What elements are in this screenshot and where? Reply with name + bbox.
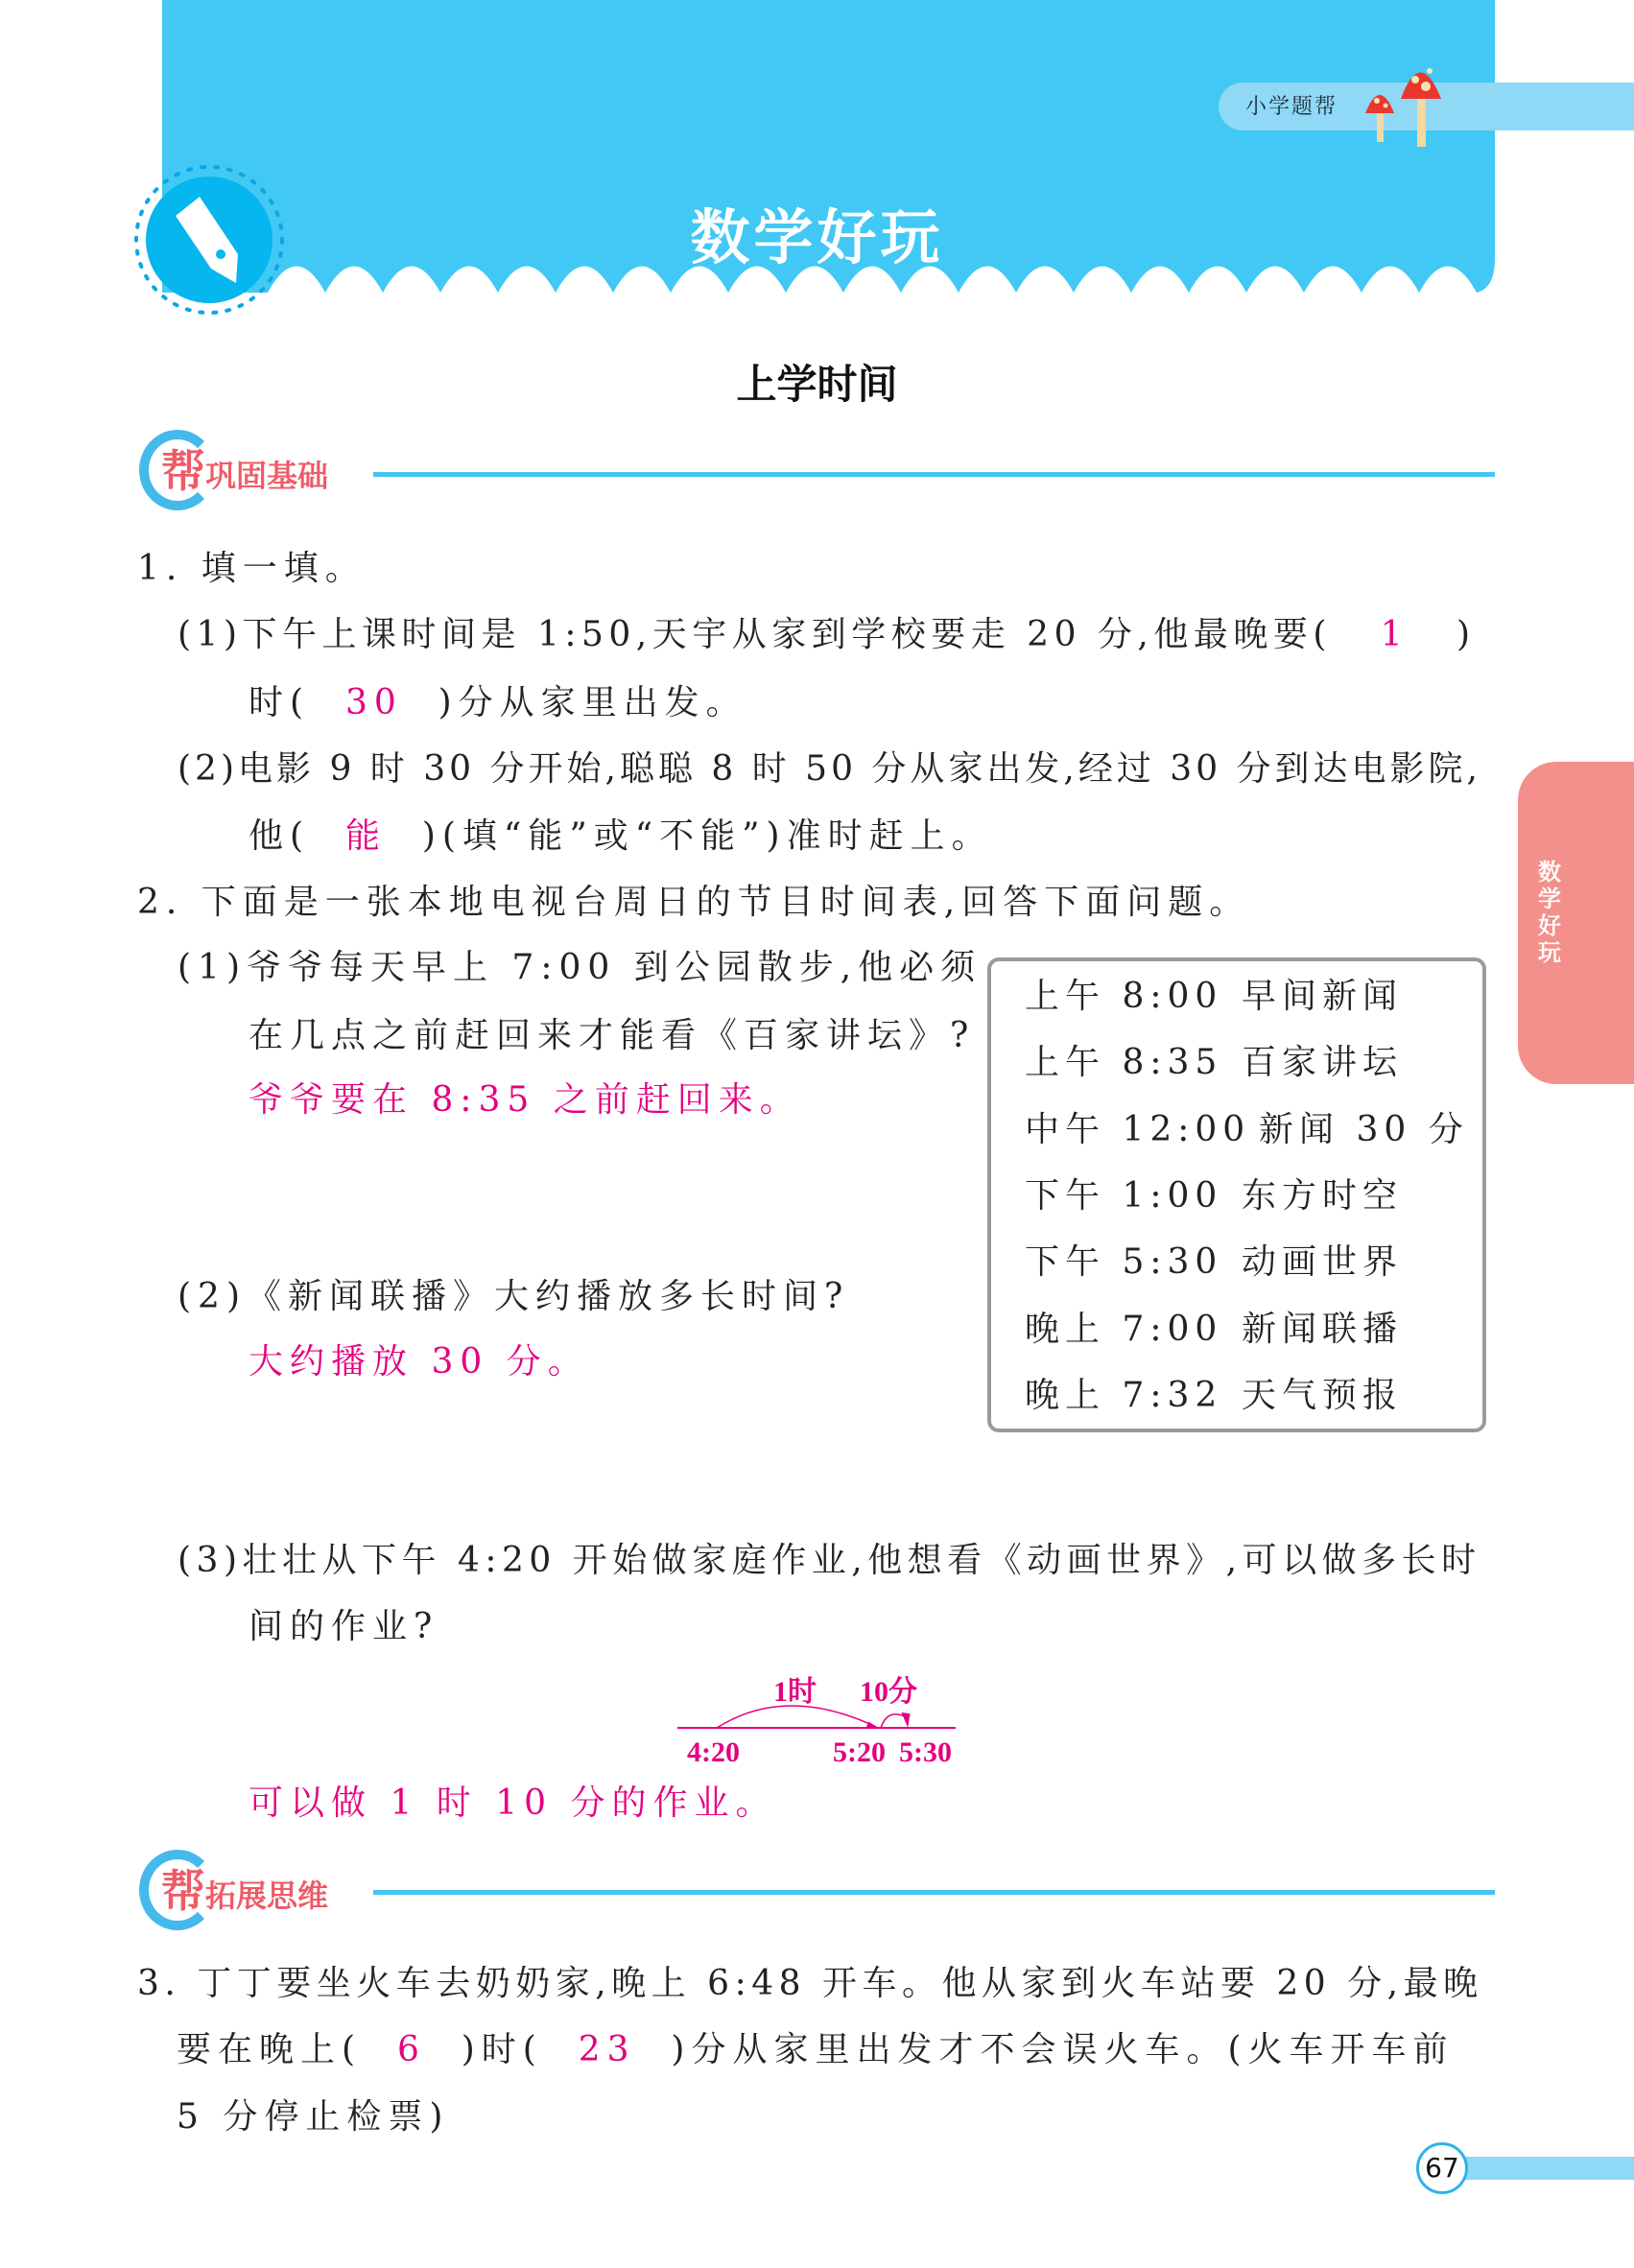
schedule-program: 新闻联播 — [1242, 1309, 1404, 1349]
question-text: 5 分停止检票) — [177, 2097, 450, 2137]
question-text: 1. 填一填。 — [137, 549, 367, 588]
text-line — [249, 1015, 975, 1057]
text-line — [249, 1341, 589, 1383]
text-line — [249, 815, 993, 858]
question-text: 在几点之前赶回来才能看《百家讲坛》? — [249, 1016, 976, 1055]
brand-label: 小学题帮 — [1245, 95, 1338, 119]
answer-text: 1 — [1380, 615, 1409, 654]
section-heading-extension — [161, 1856, 328, 1920]
section-label: 巩固基础 — [205, 458, 329, 494]
schedule-time: 上午 8:00 — [1025, 977, 1223, 1016]
question-text: (1)爷爷每天早上 7:00 到公园散步,他必须 — [178, 948, 983, 987]
section-badge-char: 帮 — [161, 445, 205, 497]
question-text: )时( — [425, 2030, 579, 2069]
question-text: 他( — [249, 816, 345, 856]
answer-text: 爷爷要在 8:35 之前赶回来。 — [249, 1080, 801, 1120]
answer-text: 可以做 1 时 10 分的作业。 — [249, 1784, 777, 1823]
question-text: (2)《新闻联播》大约播放多长时间? — [178, 1277, 850, 1316]
text-line — [178, 748, 1481, 791]
section-heading-basics — [161, 437, 328, 500]
section-badge-char: 帮 — [161, 1865, 205, 1917]
text-line — [137, 1963, 1483, 2005]
lesson-title: 上学时间 — [736, 361, 898, 408]
schedule-program: 早间新闻 — [1242, 977, 1404, 1016]
diagram-tick-mid: 5:20 — [833, 1736, 886, 1768]
question-text: 间的作业? — [249, 1607, 439, 1646]
answer-text: 23 — [578, 2030, 636, 2069]
text-line — [249, 682, 747, 724]
schedule-time: 中午 12:00 — [1025, 1109, 1251, 1149]
chapter-side-tab-label: 数学好玩 — [1538, 859, 1561, 966]
question-text: (2)电影 9 时 30 分开始,聪聪 8 时 50 分从家出发,经过 30 分到达电影院, — [178, 749, 1481, 789]
schedule-time: 晚上 7:32 — [1025, 1375, 1223, 1415]
section-label: 拓展思维 — [205, 1878, 329, 1914]
text-line — [178, 1276, 849, 1318]
schedule-program: 百家讲坛 — [1242, 1043, 1404, 1083]
schedule-program: 东方时空 — [1242, 1175, 1404, 1216]
question-text: ) — [1408, 615, 1476, 654]
text-line — [177, 2096, 449, 2138]
text-line — [178, 614, 1476, 656]
schedule-program: 动画世界 — [1242, 1242, 1404, 1283]
text-line — [249, 1783, 777, 1825]
section-divider — [373, 472, 1495, 477]
text-line — [178, 947, 982, 989]
mushroom-icon — [1362, 56, 1468, 147]
question-text: 时( — [249, 683, 345, 722]
question-text: 2. 下面是一张本地电视台周日的节目时间表,回答下面问题。 — [137, 883, 1251, 922]
page-number-bar — [1449, 2157, 1634, 2180]
question-text: 3. 丁丁要坐火车去奶奶家,晚上 6:48 开车。他从家到火车站要 20 分,最晚 — [137, 1964, 1483, 2003]
text-line — [249, 1606, 438, 1648]
diagram-label-1-hour: 1时 — [773, 1676, 817, 1708]
text-line — [137, 548, 367, 590]
text-line — [178, 1540, 1481, 1582]
answer-text: 30 — [344, 683, 403, 722]
text-line — [137, 882, 1250, 924]
answer-text: 6 — [396, 2030, 426, 2069]
question-text: (1)下午上课时间是 1:50,天宇从家到学校要走 20 分,他最晚要( — [178, 615, 1381, 654]
diagram-tick-start: 4:20 — [687, 1736, 740, 1768]
schedule-time: 下午 1:00 — [1025, 1175, 1223, 1216]
schedule-program: 新闻 30 分 — [1259, 1109, 1469, 1149]
section-divider — [373, 1890, 1495, 1895]
page-banner-title: 数学好玩 — [690, 202, 944, 272]
page-number: 67 — [1416, 2142, 1468, 2194]
schedule-program: 天气预报 — [1242, 1375, 1404, 1415]
answer-text: 大约播放 30 分。 — [249, 1342, 589, 1382]
schedule-time: 下午 5:30 — [1025, 1242, 1223, 1283]
question-text: 要在晚上( — [177, 2030, 397, 2069]
question-text: )分从家里出发。 — [402, 683, 747, 722]
question-text: (3)壮壮从下午 4:20 开始做家庭作业,他想看《动画世界》,可以做多长时 — [178, 1541, 1481, 1580]
question-text: )分从家里出发才不会误火车。(火车开车前 — [635, 2030, 1455, 2069]
answer-text: 能 — [344, 816, 387, 856]
text-line — [249, 1079, 801, 1122]
schedule-time: 晚上 7:00 — [1025, 1309, 1223, 1349]
text-line — [177, 2029, 1455, 2071]
diagram-tick-end: 5:30 — [899, 1736, 952, 1768]
diagram-label-10-min: 10分 — [860, 1676, 917, 1708]
schedule-time: 上午 8:35 — [1025, 1043, 1223, 1083]
question-text: )(填“能”或“不能”)准时赶上。 — [386, 816, 993, 856]
